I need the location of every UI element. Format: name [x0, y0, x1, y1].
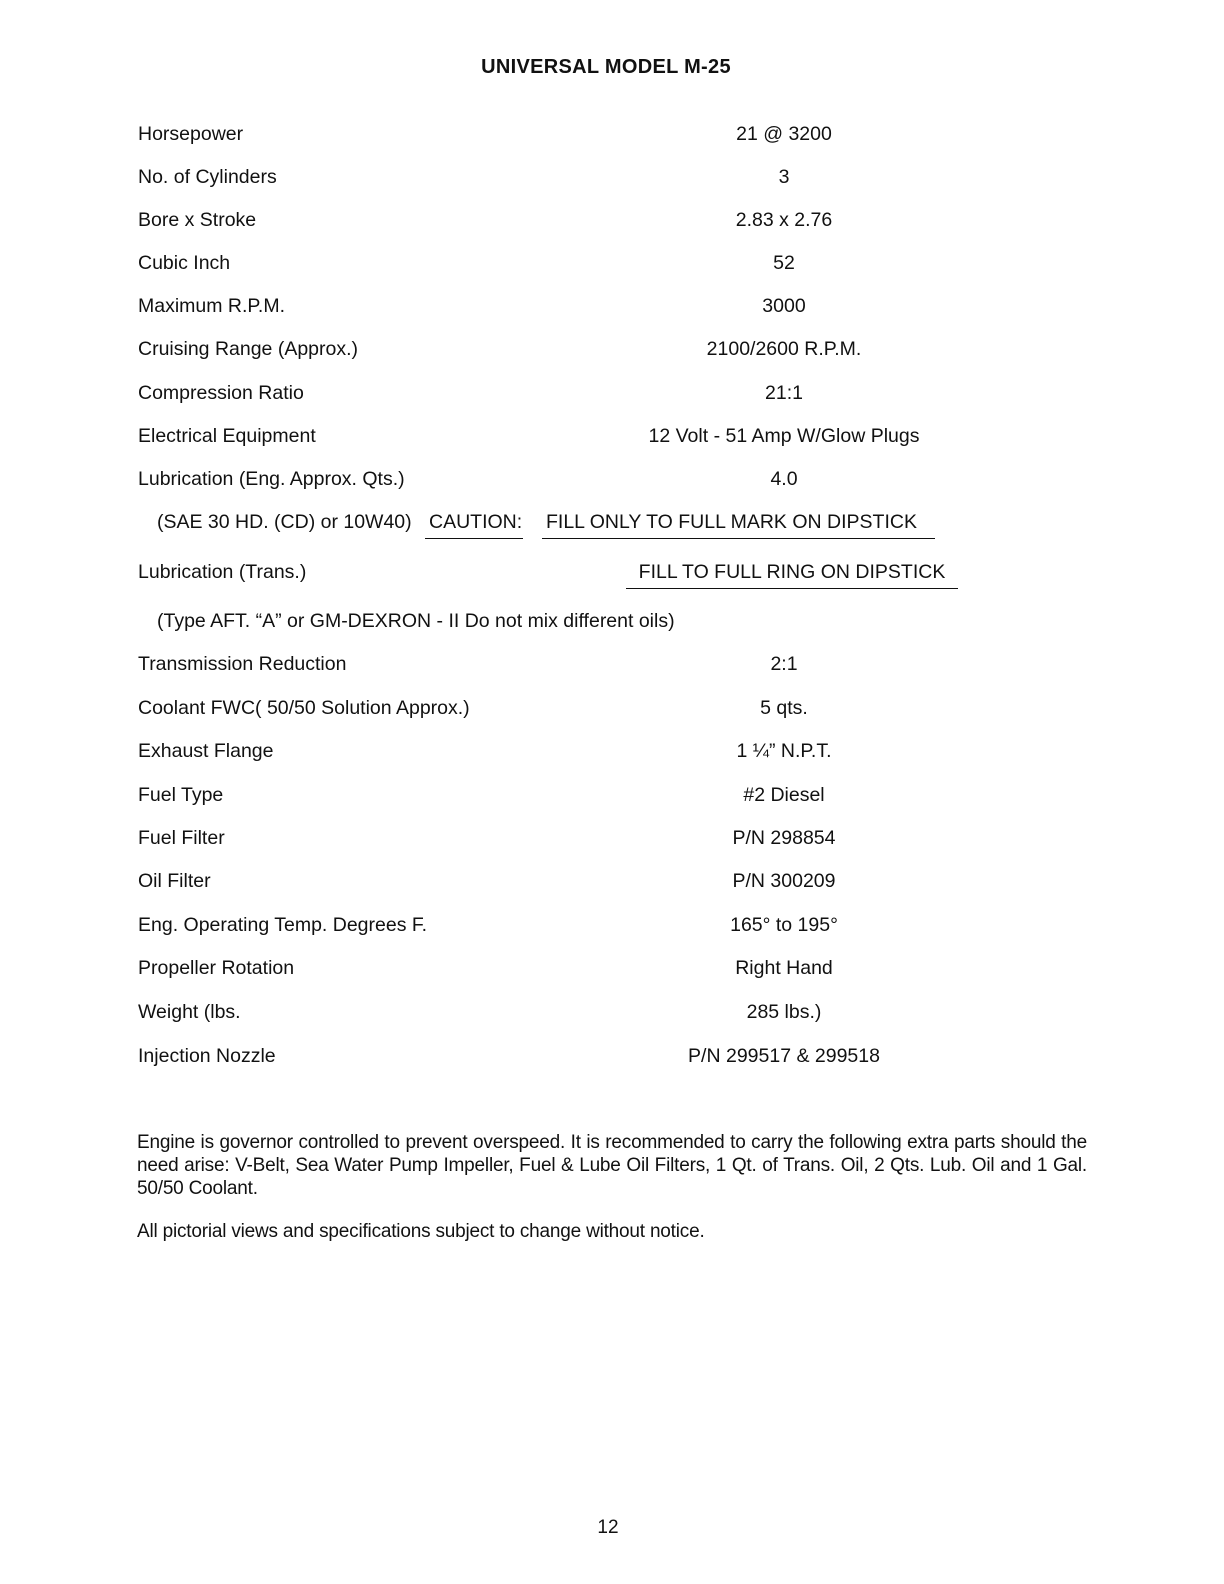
spec-value: P/N 300209 — [732, 870, 836, 892]
spec-label: Cruising Range (Approx.) — [138, 338, 359, 360]
spec-value: P/N 298854 — [732, 827, 836, 849]
spec-row-oil-filter — [0, 870, 1224, 900]
spec-value: 52 — [773, 252, 795, 274]
spec-label: No. of Cylinders — [138, 166, 277, 188]
spec-row-trans-reduction — [0, 653, 1224, 683]
trans-lube-value: FILL TO FULL RING ON DIPSTICK — [626, 561, 958, 589]
spec-value: 21 @ 3200 — [736, 123, 832, 145]
spec-row-max-rpm — [0, 295, 1224, 325]
spec-label: Fuel Type — [138, 784, 224, 806]
spec-row-propeller-rotation — [0, 957, 1224, 987]
spec-row-cylinders — [0, 166, 1224, 196]
spec-row-bore-stroke — [0, 209, 1224, 239]
spec-row-exhaust-flange — [0, 740, 1224, 770]
spec-row-fuel-type — [0, 784, 1224, 814]
page-number: 12 — [597, 1517, 619, 1538]
spec-label: Transmission Reduction — [138, 653, 347, 675]
spec-row-horsepower — [0, 123, 1224, 153]
disclaimer-paragraph: All pictorial views and specifications subject to change without notice. — [137, 1221, 705, 1242]
caution-text: FILL ONLY TO FULL MARK ON DIPSTICK — [542, 511, 935, 539]
spec-label: Bore x Stroke — [138, 209, 257, 231]
spec-label: Injection Nozzle — [138, 1045, 276, 1067]
spec-row-cruising-range — [0, 338, 1224, 368]
spec-label: Propeller Rotation — [138, 957, 295, 979]
spec-label: Maximum R.P.M. — [138, 295, 285, 317]
spec-value: 2100/2600 R.P.M. — [706, 338, 862, 360]
spec-value: 1 ¼” N.P.T. — [736, 740, 832, 762]
spec-value: 12 Volt - 51 Amp W/Glow Plugs — [648, 425, 920, 447]
spec-label: Coolant FWC( 50/50 Solution Approx.) — [138, 697, 470, 719]
spec-row-cubic-inch — [0, 252, 1224, 282]
spec-label: Weight (lbs. — [138, 1001, 241, 1023]
spec-row-injection-nozzle — [0, 1045, 1224, 1075]
spec-label: Eng. Operating Temp. Degrees F. — [138, 914, 428, 936]
spec-value: 4.0 — [770, 468, 798, 490]
spec-label: Oil Filter — [138, 870, 211, 892]
spec-row-fuel-filter — [0, 827, 1224, 857]
caution-label: CAUTION: — [425, 511, 523, 539]
spec-value: 165° to 195° — [730, 914, 838, 936]
spec-value: 21:1 — [765, 382, 803, 404]
spec-row-compression-ratio — [0, 382, 1224, 412]
spec-label: Cubic Inch — [138, 252, 231, 274]
spec-value: 285 lbs.) — [746, 1001, 822, 1023]
spec-value: 2.83 x 2.76 — [735, 209, 833, 231]
spec-row-electrical — [0, 425, 1224, 455]
spec-value: 5 qts. — [760, 697, 808, 719]
spec-row-operating-temp — [0, 914, 1224, 944]
spec-value: #2 Diesel — [743, 784, 825, 806]
spec-row-coolant — [0, 697, 1224, 727]
spec-label: Fuel Filter — [138, 827, 225, 849]
page-title: UNIVERSAL MODEL M-25 — [481, 56, 731, 78]
spec-value: Right Hand — [735, 957, 833, 979]
spare-parts-paragraph: Engine is governor controlled to prevent overspeed. It is recommended to carry the following extra parts should the need arise: V-Belt, Sea Water Pump Impeller, Fuel & Lube Oil Filters, 1 Qt. of Trans. Oil, 2 Qts. Lub. Oil and 1 Gal. 50/50 Coolant. — [137, 1132, 1087, 1199]
spec-value: 3000 — [762, 295, 806, 317]
spec-value: 2:1 — [770, 653, 798, 675]
spec-label: Compression Ratio — [138, 382, 304, 404]
spec-value: 3 — [778, 166, 790, 188]
spec-label: Exhaust Flange — [138, 740, 274, 762]
spec-value: P/N 299517 & 299518 — [688, 1045, 880, 1067]
trans-oil-note: (Type AFT. “A” or GM-DEXRON - II Do not mix different oils) — [157, 610, 675, 632]
spec-label: Horsepower — [138, 123, 244, 145]
spec-label: Lubrication (Eng. Approx. Qts.) — [138, 468, 405, 490]
spec-label: Electrical Equipment — [138, 425, 316, 447]
spec-row-weight — [0, 1001, 1224, 1031]
spec-row-lubrication-engine — [0, 468, 1224, 498]
oil-grade-note: (SAE 30 HD. (CD) or 10W40) — [157, 511, 412, 533]
trans-lube-label: Lubrication (Trans.) — [138, 561, 307, 583]
